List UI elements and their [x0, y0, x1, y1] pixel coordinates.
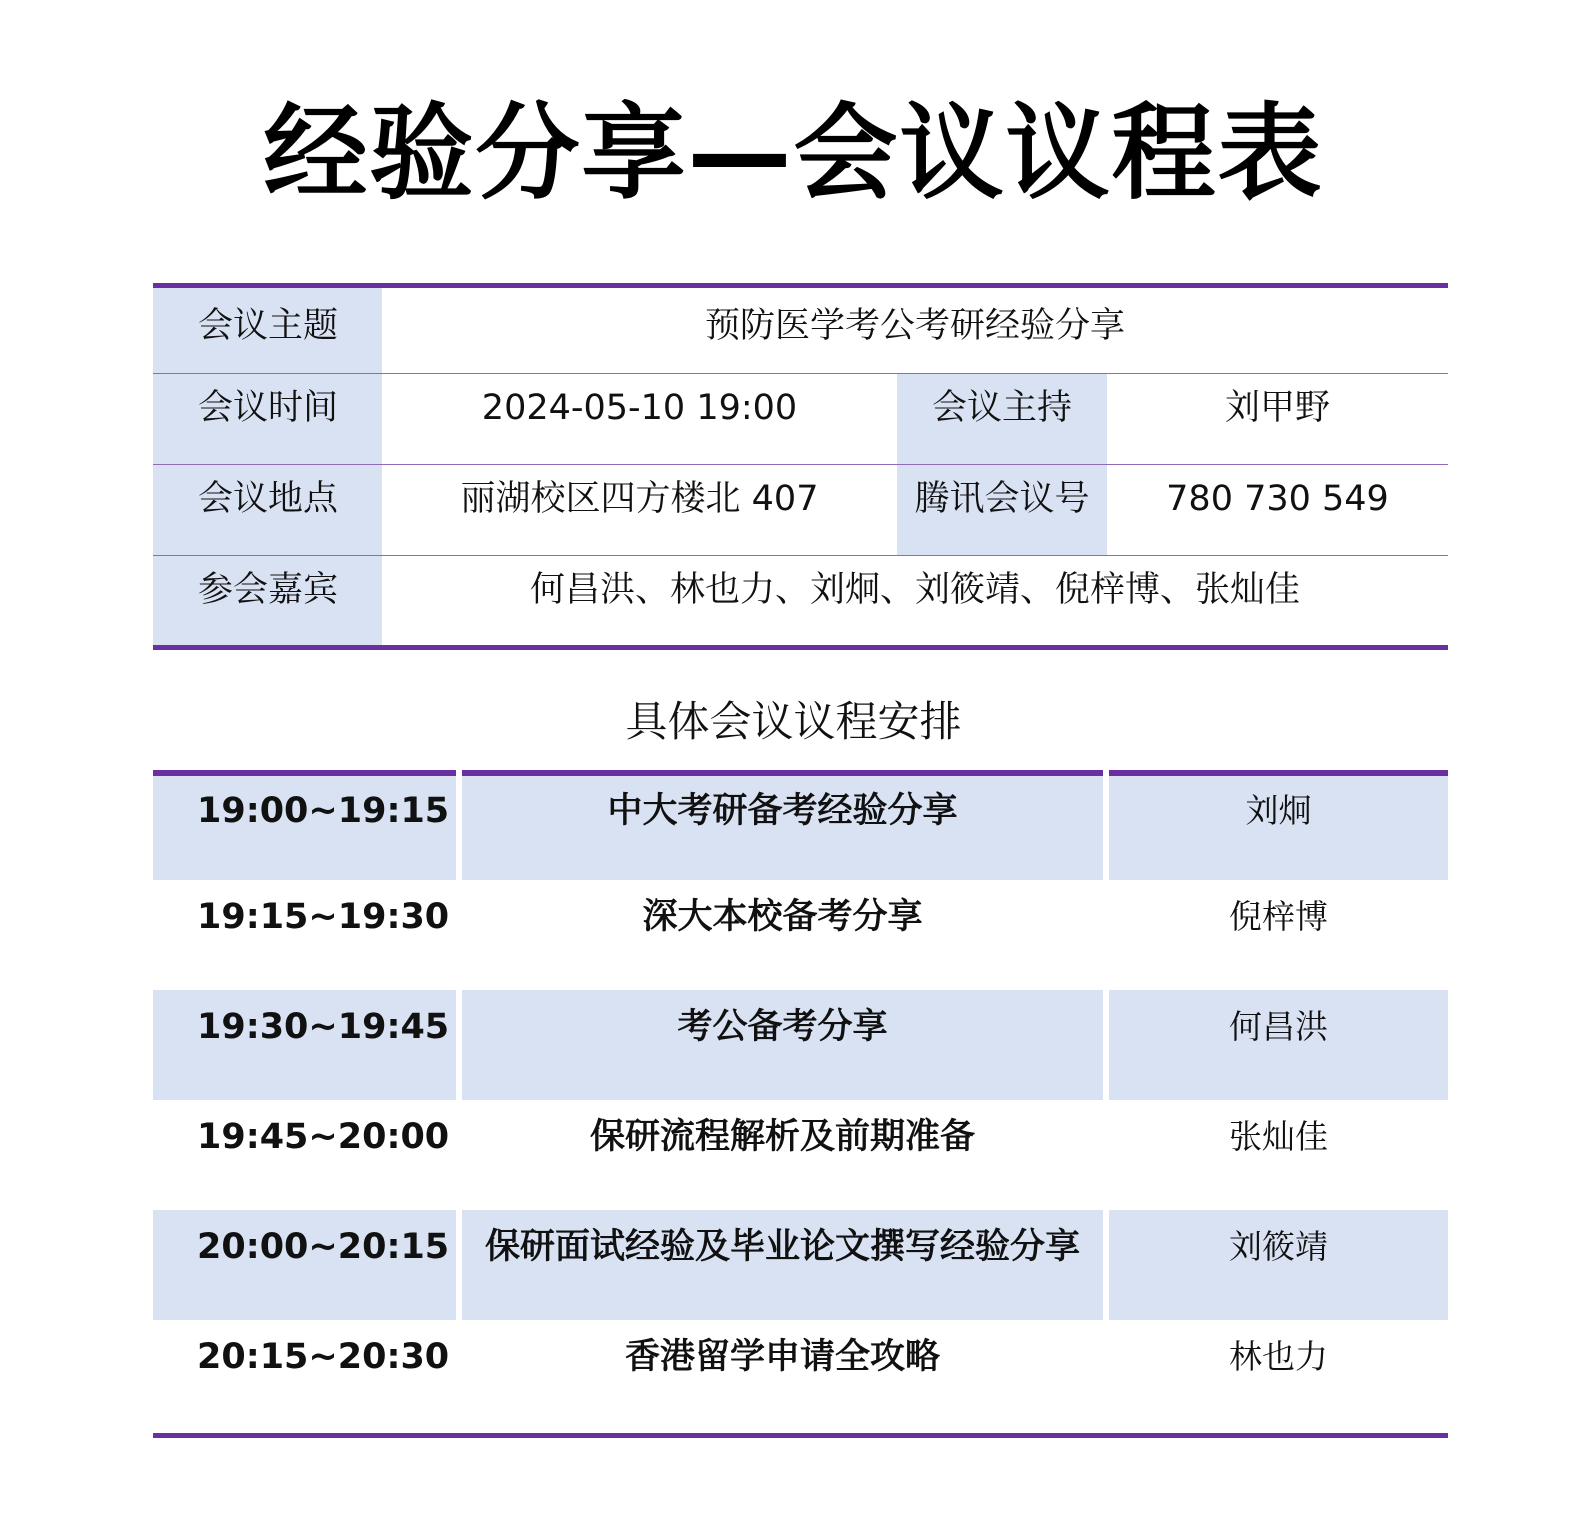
- guests-label: 参会嘉宾: [153, 556, 382, 645]
- agenda-time: 19:15~19:30: [197, 897, 450, 937]
- topic-label: 会议主题: [153, 288, 382, 373]
- guests-value: 何昌洪、林也力、刘炯、刘筱靖、倪梓博、张灿佳: [529, 570, 1300, 610]
- agenda-topic: 中大考研备考经验分享: [462, 770, 1103, 880]
- meeting-info-table: [153, 283, 1448, 650]
- agenda-speaker: 倪梓博: [1229, 897, 1328, 936]
- agenda-topic: 香港留学申请全攻略: [624, 1337, 940, 1377]
- agenda-row: [153, 1210, 1448, 1320]
- agenda-topic: 考公备考分享: [462, 990, 1103, 1100]
- agenda-row: [153, 1320, 1448, 1430]
- agenda-time: 19:30~19:45: [153, 990, 456, 1100]
- agenda-speaker: 刘筱靖: [1109, 1210, 1448, 1320]
- agenda-time: 20:00~20:15: [153, 1210, 456, 1320]
- tencent-meeting-value: 780 730 549: [1166, 479, 1389, 519]
- agenda-section-title: 具体会议议程安排: [625, 697, 962, 746]
- agenda-row: [153, 990, 1448, 1100]
- info-row-topic: [153, 288, 1448, 374]
- agenda-topic: 深大本校备考分享: [642, 897, 923, 937]
- agenda-speaker: 刘炯: [1109, 770, 1448, 880]
- tencent-meeting-label: 腾讯会议号: [897, 465, 1107, 555]
- agenda-speaker: 何昌洪: [1109, 990, 1448, 1100]
- time-value: 2024-05-10 19:00: [481, 388, 798, 428]
- agenda-time: 20:15~20:30: [197, 1337, 450, 1377]
- info-row-time: [153, 374, 1448, 465]
- place-label: 会议地点: [153, 465, 382, 555]
- agenda-row: [153, 880, 1448, 990]
- info-row-place: [153, 465, 1448, 556]
- host-value: 刘甲野: [1224, 388, 1330, 428]
- agenda-row: [153, 1100, 1448, 1210]
- page-title: 经验分享—会议议程表: [263, 92, 1324, 214]
- agenda-table: [153, 770, 1448, 1430]
- time-label: 会议时间: [153, 374, 382, 464]
- info-row-guests: [153, 556, 1448, 645]
- host-label: 会议主持: [897, 374, 1107, 464]
- agenda-speaker: 林也力: [1229, 1337, 1328, 1376]
- topic-value: 预防医学考公考研经验分享: [704, 306, 1125, 346]
- agenda-topic: 保研面试经验及毕业论文撰写经验分享: [462, 1210, 1103, 1320]
- agenda-time: 19:00~19:15: [153, 770, 456, 880]
- place-value: 丽湖校区四方楼北 407: [460, 479, 819, 519]
- agenda-topic: 保研流程解析及前期准备: [589, 1117, 975, 1157]
- agenda-bottom-rule: [153, 1433, 1448, 1438]
- agenda-row: [153, 770, 1448, 880]
- agenda-speaker: 张灿佳: [1229, 1117, 1328, 1156]
- agenda-time: 19:45~20:00: [197, 1117, 450, 1157]
